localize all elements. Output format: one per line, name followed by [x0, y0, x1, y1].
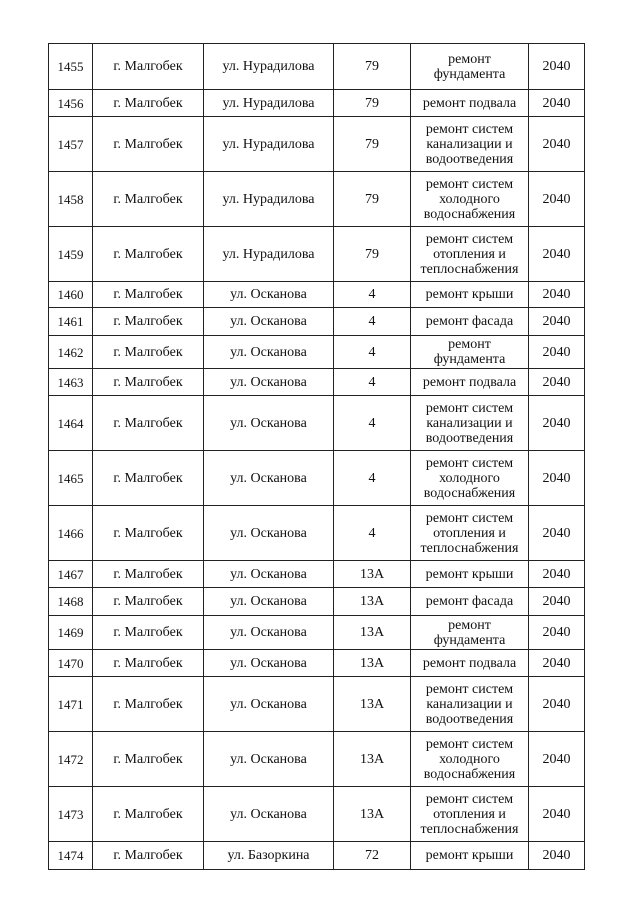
row-number: 1460 — [49, 282, 93, 308]
house-number-cell: 13А — [334, 787, 411, 842]
street-cell: ул. Осканова — [204, 561, 334, 588]
table-row — [49, 787, 585, 842]
year-cell: 2040 — [529, 172, 585, 227]
table-row — [49, 172, 585, 227]
street-cell: ул. Осканова — [204, 732, 334, 787]
table-row — [49, 282, 585, 308]
table-row — [49, 650, 585, 677]
city-cell: г. Малгобек — [93, 732, 204, 787]
year-cell: 2040 — [529, 451, 585, 506]
work-schedule-table — [48, 43, 585, 870]
city-cell: г. Малгобек — [93, 677, 204, 732]
row-number: 1455 — [49, 44, 93, 90]
street-cell: ул. Осканова — [204, 677, 334, 732]
row-number: 1468 — [49, 588, 93, 616]
table-row — [49, 506, 585, 561]
row-number: 1457 — [49, 117, 93, 172]
year-cell: 2040 — [529, 227, 585, 282]
street-cell: ул. Осканова — [204, 282, 334, 308]
street-cell: ул. Базоркина — [204, 842, 334, 870]
table-row — [49, 561, 585, 588]
street-cell: ул. Нурадилова — [204, 227, 334, 282]
work-type-cell: ремонт систем холодного водоснабжения — [411, 732, 529, 787]
work-type-cell: ремонт систем канализации и водоотведения — [411, 677, 529, 732]
row-number: 1472 — [49, 732, 93, 787]
row-number: 1473 — [49, 787, 93, 842]
year-cell: 2040 — [529, 561, 585, 588]
row-number: 1471 — [49, 677, 93, 732]
table-row — [49, 308, 585, 336]
row-number: 1456 — [49, 90, 93, 117]
city-cell: г. Малгобек — [93, 282, 204, 308]
city-cell: г. Малгобек — [93, 172, 204, 227]
house-number-cell: 79 — [334, 90, 411, 117]
row-number: 1470 — [49, 650, 93, 677]
street-cell: ул. Осканова — [204, 451, 334, 506]
city-cell: г. Малгобек — [93, 561, 204, 588]
work-type-cell: ремонт крыши — [411, 282, 529, 308]
table-row — [49, 369, 585, 396]
table-row — [49, 588, 585, 616]
year-cell: 2040 — [529, 336, 585, 369]
city-cell: г. Малгобек — [93, 227, 204, 282]
house-number-cell: 4 — [334, 336, 411, 369]
table-row — [49, 117, 585, 172]
city-cell: г. Малгобек — [93, 842, 204, 870]
city-cell: г. Малгобек — [93, 787, 204, 842]
year-cell: 2040 — [529, 842, 585, 870]
table-body — [49, 44, 585, 870]
street-cell: ул. Осканова — [204, 336, 334, 369]
year-cell: 2040 — [529, 282, 585, 308]
house-number-cell: 4 — [334, 506, 411, 561]
house-number-cell: 79 — [334, 117, 411, 172]
table-row — [49, 396, 585, 451]
street-cell: ул. Осканова — [204, 308, 334, 336]
table-row — [49, 44, 585, 90]
work-type-cell: ремонт систем канализации и водоотведения — [411, 117, 529, 172]
house-number-cell: 13А — [334, 677, 411, 732]
table-row — [49, 616, 585, 650]
row-number: 1462 — [49, 336, 93, 369]
street-cell: ул. Осканова — [204, 506, 334, 561]
work-type-cell: ремонт фундамента — [411, 44, 529, 90]
year-cell: 2040 — [529, 506, 585, 561]
work-type-cell: ремонт систем холодного водоснабжения — [411, 172, 529, 227]
row-number: 1474 — [49, 842, 93, 870]
street-cell: ул. Нурадилова — [204, 172, 334, 227]
street-cell: ул. Нурадилова — [204, 90, 334, 117]
house-number-cell: 79 — [334, 44, 411, 90]
city-cell: г. Малгобек — [93, 117, 204, 172]
table-row — [49, 336, 585, 369]
city-cell: г. Малгобек — [93, 650, 204, 677]
work-type-cell: ремонт систем отопления и теплоснабжения — [411, 506, 529, 561]
street-cell: ул. Нурадилова — [204, 117, 334, 172]
row-number: 1459 — [49, 227, 93, 282]
row-number: 1469 — [49, 616, 93, 650]
city-cell: г. Малгобек — [93, 616, 204, 650]
table-row — [49, 90, 585, 117]
table-row — [49, 227, 585, 282]
work-type-cell: ремонт крыши — [411, 561, 529, 588]
house-number-cell: 4 — [334, 396, 411, 451]
row-number: 1464 — [49, 396, 93, 451]
year-cell: 2040 — [529, 787, 585, 842]
row-number: 1461 — [49, 308, 93, 336]
work-type-cell: ремонт крыши — [411, 842, 529, 870]
row-number: 1467 — [49, 561, 93, 588]
work-type-cell: ремонт фасада — [411, 588, 529, 616]
street-cell: ул. Осканова — [204, 369, 334, 396]
house-number-cell: 13А — [334, 616, 411, 650]
work-type-cell: ремонт систем отопления и теплоснабжения — [411, 227, 529, 282]
house-number-cell: 4 — [334, 282, 411, 308]
house-number-cell: 13А — [334, 732, 411, 787]
row-number: 1465 — [49, 451, 93, 506]
row-number: 1466 — [49, 506, 93, 561]
table-row — [49, 732, 585, 787]
street-cell: ул. Нурадилова — [204, 44, 334, 90]
street-cell: ул. Осканова — [204, 588, 334, 616]
work-type-cell: ремонт подвала — [411, 369, 529, 396]
city-cell: г. Малгобек — [93, 588, 204, 616]
year-cell: 2040 — [529, 616, 585, 650]
city-cell: г. Малгобек — [93, 308, 204, 336]
work-type-cell: ремонт фасада — [411, 308, 529, 336]
house-number-cell: 4 — [334, 308, 411, 336]
year-cell: 2040 — [529, 90, 585, 117]
year-cell: 2040 — [529, 396, 585, 451]
row-number: 1463 — [49, 369, 93, 396]
house-number-cell: 13А — [334, 650, 411, 677]
year-cell: 2040 — [529, 117, 585, 172]
house-number-cell: 4 — [334, 369, 411, 396]
city-cell: г. Малгобек — [93, 336, 204, 369]
year-cell: 2040 — [529, 588, 585, 616]
city-cell: г. Малгобек — [93, 44, 204, 90]
work-type-cell: ремонт систем канализации и водоотведения — [411, 396, 529, 451]
work-type-cell: ремонт фундамента — [411, 336, 529, 369]
work-type-cell: ремонт систем холодного водоснабжения — [411, 451, 529, 506]
work-type-cell: ремонт подвала — [411, 90, 529, 117]
city-cell: г. Малгобек — [93, 369, 204, 396]
house-number-cell: 13А — [334, 588, 411, 616]
year-cell: 2040 — [529, 44, 585, 90]
city-cell: г. Малгобек — [93, 396, 204, 451]
street-cell: ул. Осканова — [204, 396, 334, 451]
street-cell: ул. Осканова — [204, 616, 334, 650]
work-type-cell: ремонт подвала — [411, 650, 529, 677]
year-cell: 2040 — [529, 308, 585, 336]
house-number-cell: 72 — [334, 842, 411, 870]
city-cell: г. Малгобек — [93, 90, 204, 117]
year-cell: 2040 — [529, 677, 585, 732]
work-type-cell: ремонт фундамента — [411, 616, 529, 650]
year-cell: 2040 — [529, 369, 585, 396]
table-row — [49, 842, 585, 870]
house-number-cell: 4 — [334, 451, 411, 506]
table-row — [49, 451, 585, 506]
house-number-cell: 79 — [334, 227, 411, 282]
year-cell: 2040 — [529, 650, 585, 677]
house-number-cell: 79 — [334, 172, 411, 227]
street-cell: ул. Осканова — [204, 650, 334, 677]
city-cell: г. Малгобек — [93, 451, 204, 506]
street-cell: ул. Осканова — [204, 787, 334, 842]
work-type-cell: ремонт систем отопления и теплоснабжения — [411, 787, 529, 842]
table-row — [49, 677, 585, 732]
year-cell: 2040 — [529, 732, 585, 787]
house-number-cell: 13А — [334, 561, 411, 588]
row-number: 1458 — [49, 172, 93, 227]
city-cell: г. Малгобек — [93, 506, 204, 561]
